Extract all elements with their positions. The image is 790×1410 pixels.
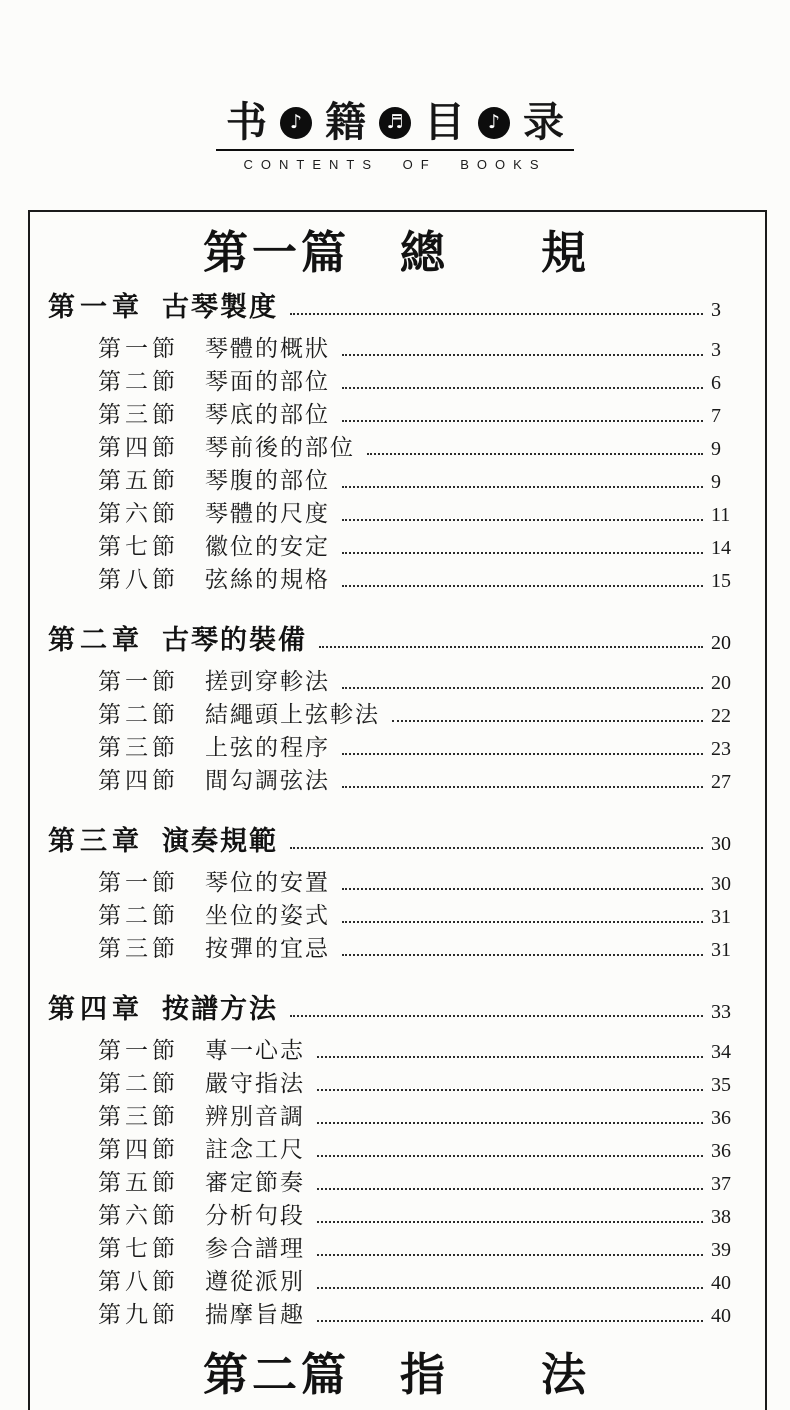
page-number: 40 [711, 1305, 731, 1327]
part-title-word: 指 [399, 1350, 449, 1400]
toc-section-row [48, 498, 745, 531]
page-number: 34 [711, 1041, 731, 1063]
section-label: 第九節 [98, 1302, 179, 1327]
dot-leader [317, 1219, 703, 1223]
dot-leader [342, 886, 703, 890]
part-title [48, 226, 745, 280]
page-number: 23 [711, 738, 731, 760]
chapter-label: 第四章 [48, 994, 144, 1024]
section-title: 坐位的姿式 [205, 903, 330, 928]
dot-leader [342, 352, 703, 356]
page-number: 33 [711, 1001, 731, 1023]
toc-section-row [48, 900, 745, 933]
header-title-char: 目 [424, 99, 465, 145]
toc-list [48, 288, 745, 1332]
section-label: 第三節 [98, 402, 179, 427]
toc-section-row [48, 1266, 745, 1299]
page-number: 3 [711, 339, 721, 361]
toc-section-row [48, 1101, 745, 1134]
dot-leader [290, 311, 703, 315]
part-title-word: 法 [541, 1350, 591, 1400]
dot-leader [290, 845, 703, 849]
toc-section-row [48, 366, 745, 399]
section-label: 第六節 [98, 501, 179, 526]
dot-leader [317, 1087, 703, 1091]
dot-leader [367, 451, 703, 455]
section-label: 第一節 [98, 870, 179, 895]
page-number: 37 [711, 1173, 731, 1195]
toc-box [28, 210, 767, 1410]
toc-section-row [48, 1233, 745, 1266]
section-title: 琴前後的部位 [205, 435, 355, 460]
header-divider [216, 149, 574, 151]
section-label: 第四節 [98, 435, 179, 460]
dot-leader [290, 1013, 703, 1017]
page-number: 39 [711, 1239, 731, 1261]
page-number: 36 [711, 1140, 731, 1162]
section-label: 第四節 [98, 768, 179, 793]
chapter-title: 按譜方法 [162, 994, 278, 1024]
toc-chapter-row [48, 288, 745, 329]
section-title: 琴體的尺度 [205, 501, 330, 526]
section-title: 揣摩旨趣 [205, 1302, 305, 1327]
page-number: 14 [711, 537, 731, 559]
page-number: 36 [711, 1107, 731, 1129]
page-header [0, 99, 790, 172]
chapter-title: 古琴製度 [162, 292, 278, 322]
toc-section-group [48, 1035, 745, 1332]
section-title: 辨別音調 [205, 1104, 305, 1129]
toc-section-row [48, 666, 745, 699]
dot-leader [319, 644, 703, 648]
page-number: 9 [711, 438, 721, 460]
chapter-label: 第三章 [48, 826, 144, 856]
toc-section-row [48, 1068, 745, 1101]
page-number: 11 [711, 504, 731, 526]
header-subtitle: CONTENTS OF BOOKS [243, 157, 547, 172]
toc-section-row [48, 432, 745, 465]
toc-section-row [48, 531, 745, 564]
dot-leader [317, 1285, 703, 1289]
section-label: 第二節 [98, 903, 179, 928]
section-title: 結繩頭上弦軫法 [205, 702, 380, 727]
section-label: 第二節 [98, 1071, 179, 1096]
section-label: 第二節 [98, 702, 179, 727]
toc-section-row [48, 1299, 745, 1332]
section-label: 第三節 [98, 735, 179, 760]
section-title: 遵從派別 [205, 1269, 305, 1294]
part-title-word: 總 [399, 228, 449, 278]
toc-chapter-row [48, 990, 745, 1031]
section-label: 第七節 [98, 1236, 179, 1261]
chapter-title: 演奏規範 [162, 826, 278, 856]
page-number: 35 [711, 1074, 731, 1096]
dot-leader [342, 685, 703, 689]
section-label: 第三節 [98, 936, 179, 961]
dot-leader [317, 1252, 703, 1256]
section-title: 弦絲的規格 [205, 567, 330, 592]
toc-section-row [48, 867, 745, 900]
section-title: 分析句段 [205, 1203, 305, 1228]
toc-section-group [48, 666, 745, 798]
header-title-char: 籍 [325, 99, 366, 145]
dot-leader [342, 784, 703, 788]
toc-section-row [48, 1134, 745, 1167]
section-title: 琴位的安置 [205, 870, 330, 895]
dot-leader [342, 550, 703, 554]
music-note-icon: ♪ [280, 107, 312, 139]
section-title: 間勾調弦法 [205, 768, 330, 793]
section-title: 琴體的概狀 [205, 336, 330, 361]
page-number: 6 [711, 372, 721, 394]
section-label: 第七節 [98, 534, 179, 559]
dot-leader [317, 1186, 703, 1190]
page-number: 9 [711, 471, 721, 493]
section-label: 第五節 [98, 468, 179, 493]
header-title-char: 录 [523, 99, 564, 145]
section-title: 註念工尺 [205, 1137, 305, 1162]
toc-section-row [48, 1035, 745, 1068]
music-note-icon: ♪ [478, 107, 510, 139]
section-label: 第五節 [98, 1170, 179, 1195]
page-number: 22 [711, 705, 731, 727]
section-label: 第八節 [98, 1269, 179, 1294]
toc-section-row [48, 333, 745, 366]
dot-leader [342, 583, 703, 587]
section-label: 第四節 [98, 1137, 179, 1162]
section-title: 專一心志 [205, 1038, 305, 1063]
toc-section-group [48, 867, 745, 966]
page-number: 40 [711, 1272, 731, 1294]
header-title [0, 99, 790, 145]
chapter-title: 古琴的裝備 [162, 625, 307, 655]
header-title-char: 书 [226, 99, 267, 145]
toc-section-row [48, 465, 745, 498]
dot-leader [342, 952, 703, 956]
section-title: 琴腹的部位 [205, 468, 330, 493]
page-number: 27 [711, 771, 731, 793]
page-number: 31 [711, 939, 731, 961]
dot-leader [392, 718, 703, 722]
toc-section-row [48, 699, 745, 732]
chapter-label: 第二章 [48, 625, 144, 655]
section-label: 第六節 [98, 1203, 179, 1228]
toc-section-row [48, 564, 745, 597]
dot-leader [342, 517, 703, 521]
toc-section-row [48, 765, 745, 798]
page-number: 30 [711, 873, 731, 895]
section-title: 嚴守指法 [205, 1071, 305, 1096]
chapter-label: 第一章 [48, 292, 144, 322]
dot-leader [342, 385, 703, 389]
music-note-icon: ♬ [379, 107, 411, 139]
section-title: 琴底的部位 [205, 402, 330, 427]
toc-chapter-row [48, 621, 745, 662]
section-label: 第一節 [98, 1038, 179, 1063]
page-number: 15 [711, 570, 731, 592]
toc-section-row [48, 399, 745, 432]
dot-leader [317, 1054, 703, 1058]
dot-leader [342, 919, 703, 923]
page-number: 3 [711, 299, 721, 321]
dot-leader [342, 751, 703, 755]
toc-section-row [48, 1200, 745, 1233]
toc-section-group [48, 333, 745, 597]
section-title: 徽位的安定 [205, 534, 330, 559]
toc-section-row [48, 933, 745, 966]
dot-leader [317, 1153, 703, 1157]
dot-leader [342, 418, 703, 422]
page-number: 7 [711, 405, 721, 427]
dot-leader [317, 1120, 703, 1124]
section-label: 第一節 [98, 669, 179, 694]
section-label: 第二節 [98, 369, 179, 394]
part-title-prefix: 第二篇 [202, 1350, 350, 1400]
section-title: 按彈的宜忌 [205, 936, 330, 961]
toc-chapter-row [48, 822, 745, 863]
page-number: 20 [711, 632, 731, 654]
part-title-word: 規 [541, 228, 591, 278]
section-title: 審定節奏 [205, 1170, 305, 1195]
dot-leader [342, 484, 703, 488]
section-title: 琴面的部位 [205, 369, 330, 394]
section-label: 第一節 [98, 336, 179, 361]
section-label: 第八節 [98, 567, 179, 592]
page-number: 38 [711, 1206, 731, 1228]
next-part-title [48, 1348, 745, 1402]
section-title: 上弦的程序 [205, 735, 330, 760]
toc-section-row [48, 732, 745, 765]
page-number: 30 [711, 833, 731, 855]
section-title: 搓剅穿軫法 [205, 669, 330, 694]
page-number: 20 [711, 672, 731, 694]
dot-leader [317, 1318, 703, 1322]
toc-section-row [48, 1167, 745, 1200]
section-label: 第三節 [98, 1104, 179, 1129]
part-title-prefix: 第一篇 [202, 228, 350, 278]
page-number: 31 [711, 906, 731, 928]
section-title: 参合譜理 [205, 1236, 305, 1261]
